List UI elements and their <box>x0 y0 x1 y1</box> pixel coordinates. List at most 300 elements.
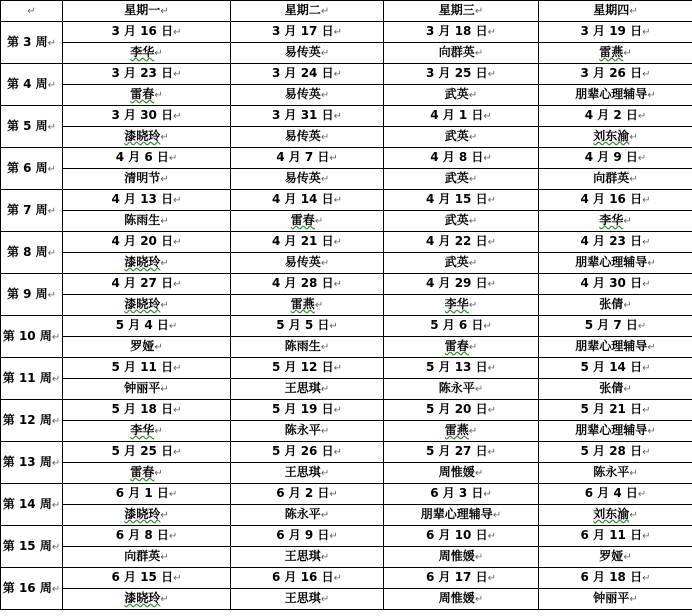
week-name-row <box>1 127 692 148</box>
date-cell <box>231 64 384 85</box>
week-date-row <box>1 22 692 43</box>
date-text: 4 月 15 日 <box>426 192 488 206</box>
person-name: 罗娅 <box>130 339 155 353</box>
paragraph-mark-icon: ↵ <box>329 489 338 500</box>
paragraph-mark-icon: ↵ <box>160 174 169 185</box>
date-cell <box>63 316 231 337</box>
person-name: 武英 <box>444 87 469 101</box>
person-name: 雷春 <box>444 339 469 353</box>
week-name-row <box>1 253 692 274</box>
name-cell <box>539 211 692 232</box>
week-name-row <box>1 589 692 610</box>
date-text: 6 月 15 日 <box>111 570 174 584</box>
name-cell <box>384 505 539 526</box>
name-cell <box>539 85 692 106</box>
date-cell <box>539 274 692 295</box>
person-name: 陈永平 <box>593 465 630 479</box>
paragraph-mark-icon: ↵ <box>642 405 651 416</box>
paragraph-mark-icon: ↵ <box>623 216 632 227</box>
date-cell <box>63 106 231 127</box>
paragraph-mark-icon: ↵ <box>173 447 182 458</box>
person-name: 张倩 <box>599 381 624 395</box>
date-cell <box>63 568 231 589</box>
date-text: 4 月 8 日 <box>430 150 484 164</box>
name-cell <box>539 505 692 526</box>
day-header-label: 星期一 <box>124 3 161 17</box>
paragraph-mark-icon: ↵ <box>468 300 478 311</box>
date-text: 5 月 6 日 <box>430 318 484 332</box>
paragraph-mark-icon: ↵ <box>647 342 656 353</box>
date-cell <box>63 190 231 211</box>
name-cell <box>231 505 384 526</box>
paragraph-mark-icon: ↵ <box>47 121 57 133</box>
paragraph-mark-icon: ↵ <box>468 216 478 227</box>
week-label-cell <box>1 358 63 400</box>
person-name: 朋辈心理辅导 <box>420 507 493 521</box>
paragraph-mark-icon: ↵ <box>468 174 478 185</box>
name-cell <box>231 379 384 400</box>
paragraph-mark-icon: ↵ <box>487 363 496 374</box>
paragraph-mark-icon: ↵ <box>468 258 478 269</box>
paragraph-mark-icon: ↵ <box>629 6 638 17</box>
date-cell <box>231 148 384 169</box>
name-cell <box>63 589 231 610</box>
date-text: 6 月 10 日 <box>426 528 488 542</box>
person-name: 李华 <box>444 297 469 311</box>
person-name: 漆晓玲 <box>124 507 161 521</box>
date-cell <box>384 442 539 463</box>
day-header-label: 星期三 <box>438 3 475 17</box>
paragraph-mark-icon: ↵ <box>173 27 182 38</box>
person-name: 武英 <box>444 171 469 185</box>
week-label: 第 4 周 <box>6 76 48 91</box>
paragraph-mark-icon: ↵ <box>51 541 61 553</box>
paragraph-mark-icon: ↵ <box>47 247 57 259</box>
date-cell <box>384 358 539 379</box>
date-text: 5 月 18 日 <box>111 402 174 416</box>
date-text: 5 月 7 日 <box>584 318 638 332</box>
date-cell <box>63 442 231 463</box>
paragraph-mark-icon: ↵ <box>642 27 651 38</box>
paragraph-mark-icon: ↵ <box>623 552 632 563</box>
date-cell <box>231 232 384 253</box>
date-text: 5 月 5 日 <box>276 318 330 332</box>
paragraph-mark-icon: ↵ <box>173 237 182 248</box>
day-header-label: 星期二 <box>284 3 321 17</box>
date-text: 6 月 8 日 <box>115 528 169 542</box>
paragraph-mark-icon: ↵ <box>47 163 57 175</box>
week-label: 第 12 周 <box>2 412 52 427</box>
paragraph-mark-icon: ↵ <box>483 153 492 164</box>
date-cell <box>384 484 539 505</box>
date-cell <box>63 64 231 85</box>
week-name-row <box>1 463 692 484</box>
date-text: 4 月 2 日 <box>584 108 638 122</box>
date-text: 3 月 19 日 <box>580 24 643 38</box>
week-name-row <box>1 547 692 568</box>
day-header-wednesday <box>384 1 539 22</box>
date-text: 4 月 6 日 <box>115 150 169 164</box>
person-name: 雷燕 <box>444 423 469 437</box>
week-label: 第 5 周 <box>6 118 48 133</box>
paragraph-mark-icon: ↵ <box>173 573 182 584</box>
name-cell <box>539 337 692 358</box>
date-cell <box>231 568 384 589</box>
paragraph-mark-icon: ↵ <box>47 79 57 91</box>
paragraph-mark-icon: ↵ <box>320 132 330 143</box>
week-label-cell <box>1 22 63 64</box>
paragraph-mark-icon: ↵ <box>160 510 169 521</box>
paragraph-mark-icon: ↵ <box>320 552 330 563</box>
date-text: 6 月 3 日 <box>430 486 484 500</box>
person-name: 武英 <box>444 213 469 227</box>
person-name: 陈雨生 <box>124 213 161 227</box>
date-text: 4 月 14 日 <box>272 192 334 206</box>
paragraph-mark-icon: ↵ <box>154 48 163 59</box>
date-cell <box>384 22 539 43</box>
name-cell <box>231 127 384 148</box>
week-date-row <box>1 358 692 379</box>
person-name: 武英 <box>444 129 469 143</box>
date-cell <box>539 358 692 379</box>
person-name: 张倩 <box>599 297 624 311</box>
date-cell <box>384 400 539 421</box>
name-cell <box>384 127 539 148</box>
corner-cell <box>1 1 63 22</box>
name-cell <box>539 421 692 442</box>
week-date-row <box>1 568 692 589</box>
date-cell <box>231 400 384 421</box>
name-cell <box>63 505 231 526</box>
date-cell <box>539 22 692 43</box>
paragraph-mark-icon: ↵ <box>320 384 330 395</box>
date-cell <box>231 22 384 43</box>
date-text: 4 月 13 日 <box>111 192 174 206</box>
paragraph-mark-icon: ↵ <box>333 69 342 80</box>
person-name: 易传英 <box>284 87 321 101</box>
paragraph-mark-icon: ↵ <box>173 69 182 80</box>
person-name: 雷燕 <box>599 45 624 59</box>
person-name: 漆晓玲 <box>124 591 161 605</box>
date-text: 3 月 23 日 <box>111 66 174 80</box>
paragraph-mark-icon: ↵ <box>320 342 330 353</box>
name-cell <box>384 169 539 190</box>
week-date-row <box>1 484 692 505</box>
person-name: 周惟媛 <box>438 591 475 605</box>
paragraph-mark-icon: ↵ <box>154 426 163 437</box>
paragraph-mark-icon: ↵ <box>487 195 496 206</box>
name-cell <box>231 169 384 190</box>
paragraph-mark-icon: ↵ <box>623 300 632 311</box>
person-name: 周惟媛 <box>438 465 475 479</box>
date-text: 3 月 16 日 <box>111 24 174 38</box>
date-text: 4 月 16 日 <box>580 192 643 206</box>
day-header-monday <box>63 1 231 22</box>
paragraph-mark-icon: ↵ <box>320 48 330 59</box>
week-label-cell <box>1 526 63 568</box>
person-name: 王思琪 <box>284 591 321 605</box>
person-name: 朋辈心理辅导 <box>575 87 648 101</box>
day-header-label: 星期四 <box>593 3 630 17</box>
date-text: 4 月 23 日 <box>580 234 643 248</box>
paragraph-mark-icon: ↵ <box>637 321 647 332</box>
week-label-cell <box>1 148 63 190</box>
paragraph-mark-icon: ↵ <box>160 300 169 311</box>
paragraph-mark-icon: ↵ <box>173 363 182 374</box>
date-cell <box>539 64 692 85</box>
paragraph-mark-icon: ↵ <box>333 573 342 584</box>
date-cell <box>231 274 384 295</box>
person-name: 易传英 <box>284 129 321 143</box>
name-cell <box>231 295 384 316</box>
name-cell <box>384 589 539 610</box>
week-label: 第 16 周 <box>2 580 52 595</box>
paragraph-mark-icon: ↵ <box>329 531 338 542</box>
name-cell <box>231 337 384 358</box>
person-name: 清明节 <box>124 171 161 185</box>
week-date-row <box>1 400 692 421</box>
paragraph-mark-icon: ↵ <box>160 594 169 605</box>
paragraph-mark-icon: ↵ <box>47 205 57 217</box>
date-cell <box>384 568 539 589</box>
date-cell <box>231 106 384 127</box>
person-name: 武英 <box>444 255 469 269</box>
name-cell <box>539 127 692 148</box>
date-text: 4 月 20 日 <box>111 234 174 248</box>
week-label-cell <box>1 190 63 232</box>
date-text: 5 月 26 日 <box>272 444 334 458</box>
person-name: 雷春 <box>130 465 155 479</box>
person-name: 王思琪 <box>284 381 321 395</box>
name-cell <box>384 43 539 64</box>
week-date-row <box>1 526 692 547</box>
paragraph-mark-icon: ↵ <box>320 6 330 17</box>
week-label: 第 14 周 <box>2 496 52 511</box>
person-name: 陈永平 <box>438 381 475 395</box>
paragraph-mark-icon: ↵ <box>468 132 478 143</box>
date-cell <box>384 64 539 85</box>
week-label-cell <box>1 274 63 316</box>
paragraph-mark-icon: ↵ <box>468 342 478 353</box>
date-cell <box>63 148 231 169</box>
person-name: 向群英 <box>593 171 630 185</box>
name-cell <box>384 337 539 358</box>
date-cell <box>231 442 384 463</box>
name-cell <box>231 253 384 274</box>
person-name: 李华 <box>130 45 155 59</box>
name-cell <box>231 43 384 64</box>
name-cell <box>384 211 539 232</box>
date-cell <box>231 526 384 547</box>
week-name-row <box>1 169 692 190</box>
paragraph-mark-icon: ↵ <box>487 69 496 80</box>
date-text: 4 月 21 日 <box>272 234 334 248</box>
paragraph-mark-icon: ↵ <box>623 384 632 395</box>
paragraph-mark-icon: ↵ <box>629 510 638 521</box>
week-date-row <box>1 274 692 295</box>
name-cell <box>384 547 539 568</box>
date-cell <box>539 148 692 169</box>
date-cell <box>231 358 384 379</box>
name-cell <box>539 295 692 316</box>
week-label-cell <box>1 316 63 358</box>
paragraph-mark-icon: ↵ <box>154 342 163 353</box>
person-name: 易传英 <box>284 171 321 185</box>
paragraph-mark-icon: ↵ <box>642 447 651 458</box>
date-text: 6 月 11 日 <box>580 528 643 542</box>
date-cell <box>63 484 231 505</box>
paragraph-mark-icon: ↵ <box>314 300 324 311</box>
date-cell <box>384 316 539 337</box>
paragraph-mark-icon: ↵ <box>173 111 182 122</box>
week-date-row <box>1 190 692 211</box>
paragraph-mark-icon: ↵ <box>160 552 169 563</box>
date-cell <box>539 190 692 211</box>
paragraph-mark-icon: ↵ <box>623 48 632 59</box>
date-cell <box>539 442 692 463</box>
paragraph-mark-icon: ↵ <box>168 153 178 164</box>
person-name: 王思琪 <box>284 465 321 479</box>
week-label: 第 7 周 <box>6 202 48 217</box>
person-name: 陈雨生 <box>284 339 321 353</box>
paragraph-mark-icon: ↵ <box>629 594 638 605</box>
paragraph-mark-icon: ↵ <box>647 90 656 101</box>
week-date-row <box>1 64 692 85</box>
date-text: 4 月 28 日 <box>272 276 334 290</box>
paragraph-mark-icon: ↵ <box>487 573 496 584</box>
name-cell <box>539 463 692 484</box>
paragraph-mark-icon: ↵ <box>320 258 330 269</box>
name-cell <box>539 169 692 190</box>
week-name-row <box>1 211 692 232</box>
name-cell <box>231 547 384 568</box>
date-text: 3 月 24 日 <box>272 66 334 80</box>
paragraph-mark-icon: ↵ <box>487 447 496 458</box>
person-name: 罗娅 <box>599 549 624 563</box>
date-text: 3 月 25 日 <box>426 66 488 80</box>
date-cell <box>63 358 231 379</box>
date-cell <box>63 232 231 253</box>
date-text: 5 月 4 日 <box>115 318 169 332</box>
paragraph-mark-icon: ↵ <box>333 405 342 416</box>
paragraph-mark-icon: ↵ <box>51 331 61 343</box>
week-date-row <box>1 232 692 253</box>
week-label: 第 10 周 <box>2 328 52 343</box>
name-cell <box>231 211 384 232</box>
paragraph-mark-icon: ↵ <box>642 195 651 206</box>
name-cell <box>384 379 539 400</box>
paragraph-mark-icon: ↵ <box>487 531 496 542</box>
person-name: 朋辈心理辅导 <box>575 255 648 269</box>
date-cell <box>539 484 692 505</box>
paragraph-mark-icon: ↵ <box>333 195 342 206</box>
date-text: 6 月 16 日 <box>272 570 334 584</box>
person-name: 朋辈心理辅导 <box>575 339 648 353</box>
date-text: 6 月 1 日 <box>115 486 169 500</box>
person-name: 漆晓玲 <box>124 297 161 311</box>
paragraph-mark-icon: ↵ <box>320 594 330 605</box>
name-cell <box>384 421 539 442</box>
date-text: 4 月 30 日 <box>580 276 643 290</box>
date-text: 3 月 17 日 <box>272 24 334 38</box>
paragraph-mark-icon: ↵ <box>474 48 484 59</box>
date-cell <box>539 106 692 127</box>
paragraph-mark-icon: ↵ <box>320 90 330 101</box>
paragraph-mark-icon: ↵ <box>637 489 647 500</box>
week-name-row <box>1 85 692 106</box>
paragraph-mark-icon: ↵ <box>160 384 169 395</box>
week-date-row <box>1 442 692 463</box>
date-cell <box>384 106 539 127</box>
paragraph-mark-icon: ↵ <box>154 468 163 479</box>
name-cell <box>63 211 231 232</box>
paragraph-mark-icon: ↵ <box>483 489 492 500</box>
week-label-cell <box>1 64 63 106</box>
name-cell <box>63 547 231 568</box>
date-text: 5 月 14 日 <box>580 360 643 374</box>
paragraph-mark-icon: ↵ <box>160 6 169 17</box>
paragraph-mark-icon: ↵ <box>642 531 651 542</box>
date-text: 4 月 1 日 <box>430 108 484 122</box>
date-text: 5 月 25 日 <box>111 444 174 458</box>
name-cell <box>539 379 692 400</box>
name-cell <box>384 85 539 106</box>
person-name: 雷春 <box>290 213 315 227</box>
name-cell <box>231 589 384 610</box>
date-cell <box>539 232 692 253</box>
week-label-cell <box>1 484 63 526</box>
date-text: 5 月 20 日 <box>426 402 488 416</box>
date-text: 3 月 31 日 <box>272 108 334 122</box>
person-name: 雷春 <box>130 87 155 101</box>
name-cell <box>63 253 231 274</box>
week-name-row <box>1 295 692 316</box>
week-date-row <box>1 106 692 127</box>
name-cell <box>63 337 231 358</box>
paragraph-mark-icon: ↵ <box>333 363 342 374</box>
paragraph-mark-icon: ↵ <box>160 216 169 227</box>
date-text: 4 月 7 日 <box>276 150 330 164</box>
paragraph-mark-icon: ↵ <box>647 258 656 269</box>
week-label-cell <box>1 106 63 148</box>
person-name: 易传英 <box>284 45 321 59</box>
date-cell <box>384 274 539 295</box>
paragraph-mark-icon: ↵ <box>642 363 651 374</box>
name-cell <box>63 85 231 106</box>
paragraph-mark-icon: ↵ <box>474 594 484 605</box>
paragraph-mark-icon: ↵ <box>492 510 502 521</box>
paragraph-mark-icon: ↵ <box>51 499 61 511</box>
paragraph-mark-icon: ↵ <box>468 426 478 437</box>
paragraph-mark-icon: ↵ <box>333 111 342 122</box>
paragraph-mark-icon: ↵ <box>642 69 651 80</box>
date-cell <box>63 400 231 421</box>
paragraph-mark-icon: ↵ <box>333 447 342 458</box>
week-label-cell <box>1 400 63 442</box>
name-cell <box>539 253 692 274</box>
date-cell <box>539 316 692 337</box>
date-cell <box>231 484 384 505</box>
paragraph-mark-icon: ↵ <box>474 468 484 479</box>
date-cell <box>539 526 692 547</box>
paragraph-mark-icon: ↵ <box>51 583 61 595</box>
date-text: 4 月 9 日 <box>584 150 638 164</box>
paragraph-mark-icon: ↵ <box>333 279 342 290</box>
person-name: 刘东渝 <box>593 129 630 143</box>
paragraph-mark-icon: ↵ <box>47 37 57 49</box>
date-text: 6 月 2 日 <box>276 486 330 500</box>
paragraph-mark-icon: ↵ <box>483 111 492 122</box>
